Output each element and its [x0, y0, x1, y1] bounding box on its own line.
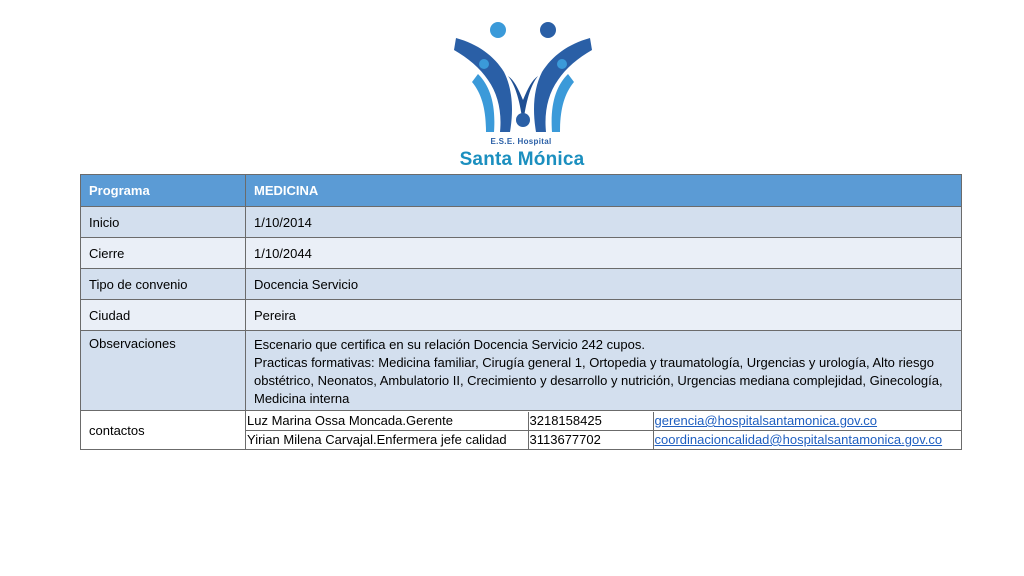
- row-value: Pereira: [246, 300, 962, 331]
- observaciones-row: [81, 331, 962, 411]
- contact-name: Yirian Milena Carvajal.Enfermera jefe calidad: [246, 430, 528, 449]
- contact-phone: 3113677702: [528, 430, 653, 449]
- contact-phone: 3218158425: [528, 412, 653, 431]
- contactos-row: [81, 411, 962, 450]
- row-value: 1/10/2044: [246, 238, 962, 269]
- header-label: Programa: [81, 175, 246, 207]
- header-value: MEDICINA: [246, 175, 962, 207]
- row-label: Cierre: [81, 238, 246, 269]
- observaciones-value: [246, 331, 962, 411]
- table-header-row: [81, 175, 962, 207]
- logo-name: Santa Mónica: [459, 149, 585, 170]
- table-row: [81, 269, 962, 300]
- observaciones-line-2: Practicas formativas: Medicina familiar, Cirugía general 1, Ortopedia y traumatología, Urgencias y urología, Alto riesgo obstétrico, Neonatos, Ambulatorio II, Crecimiento y desarrollo y nutrición, Urgencias mediana complejidad, Ginecología, Medicina interna: [254, 355, 943, 406]
- table-row: [81, 300, 962, 331]
- row-label: Inicio: [81, 207, 246, 238]
- observaciones-line-1: Escenario que certifica en su relación Docencia Servicio 242 cupos.: [254, 337, 645, 352]
- row-value: Docencia Servicio: [246, 269, 962, 300]
- contactos-label: contactos: [81, 411, 246, 450]
- contacts-table: [246, 412, 961, 449]
- contact-name: Luz Marina Ossa Moncada.Gerente: [246, 412, 528, 431]
- contact-row: [246, 412, 961, 431]
- hospital-logo: [440, 16, 600, 170]
- observaciones-label: Observaciones: [81, 331, 246, 411]
- table-row: [81, 238, 962, 269]
- row-label: Ciudad: [81, 300, 246, 331]
- row-label: Tipo de convenio: [81, 269, 246, 300]
- contact-email-link[interactable]: gerencia@hospitalsantamonica.gov.co: [654, 413, 878, 428]
- contact-email-cell: [653, 430, 961, 449]
- contact-row: [246, 430, 961, 449]
- contact-email-cell: [653, 412, 961, 431]
- hospital-logo-figures-icon: [448, 16, 598, 136]
- contact-email-link[interactable]: coordinacioncalidad@hospitalsantamonica.gov.co: [654, 432, 943, 447]
- table-row: [81, 207, 962, 238]
- contactos-cell: [246, 411, 962, 450]
- logo-subtitle: E.S.E. Hospital: [490, 137, 552, 146]
- program-table: [80, 174, 962, 450]
- row-value: 1/10/2014: [246, 207, 962, 238]
